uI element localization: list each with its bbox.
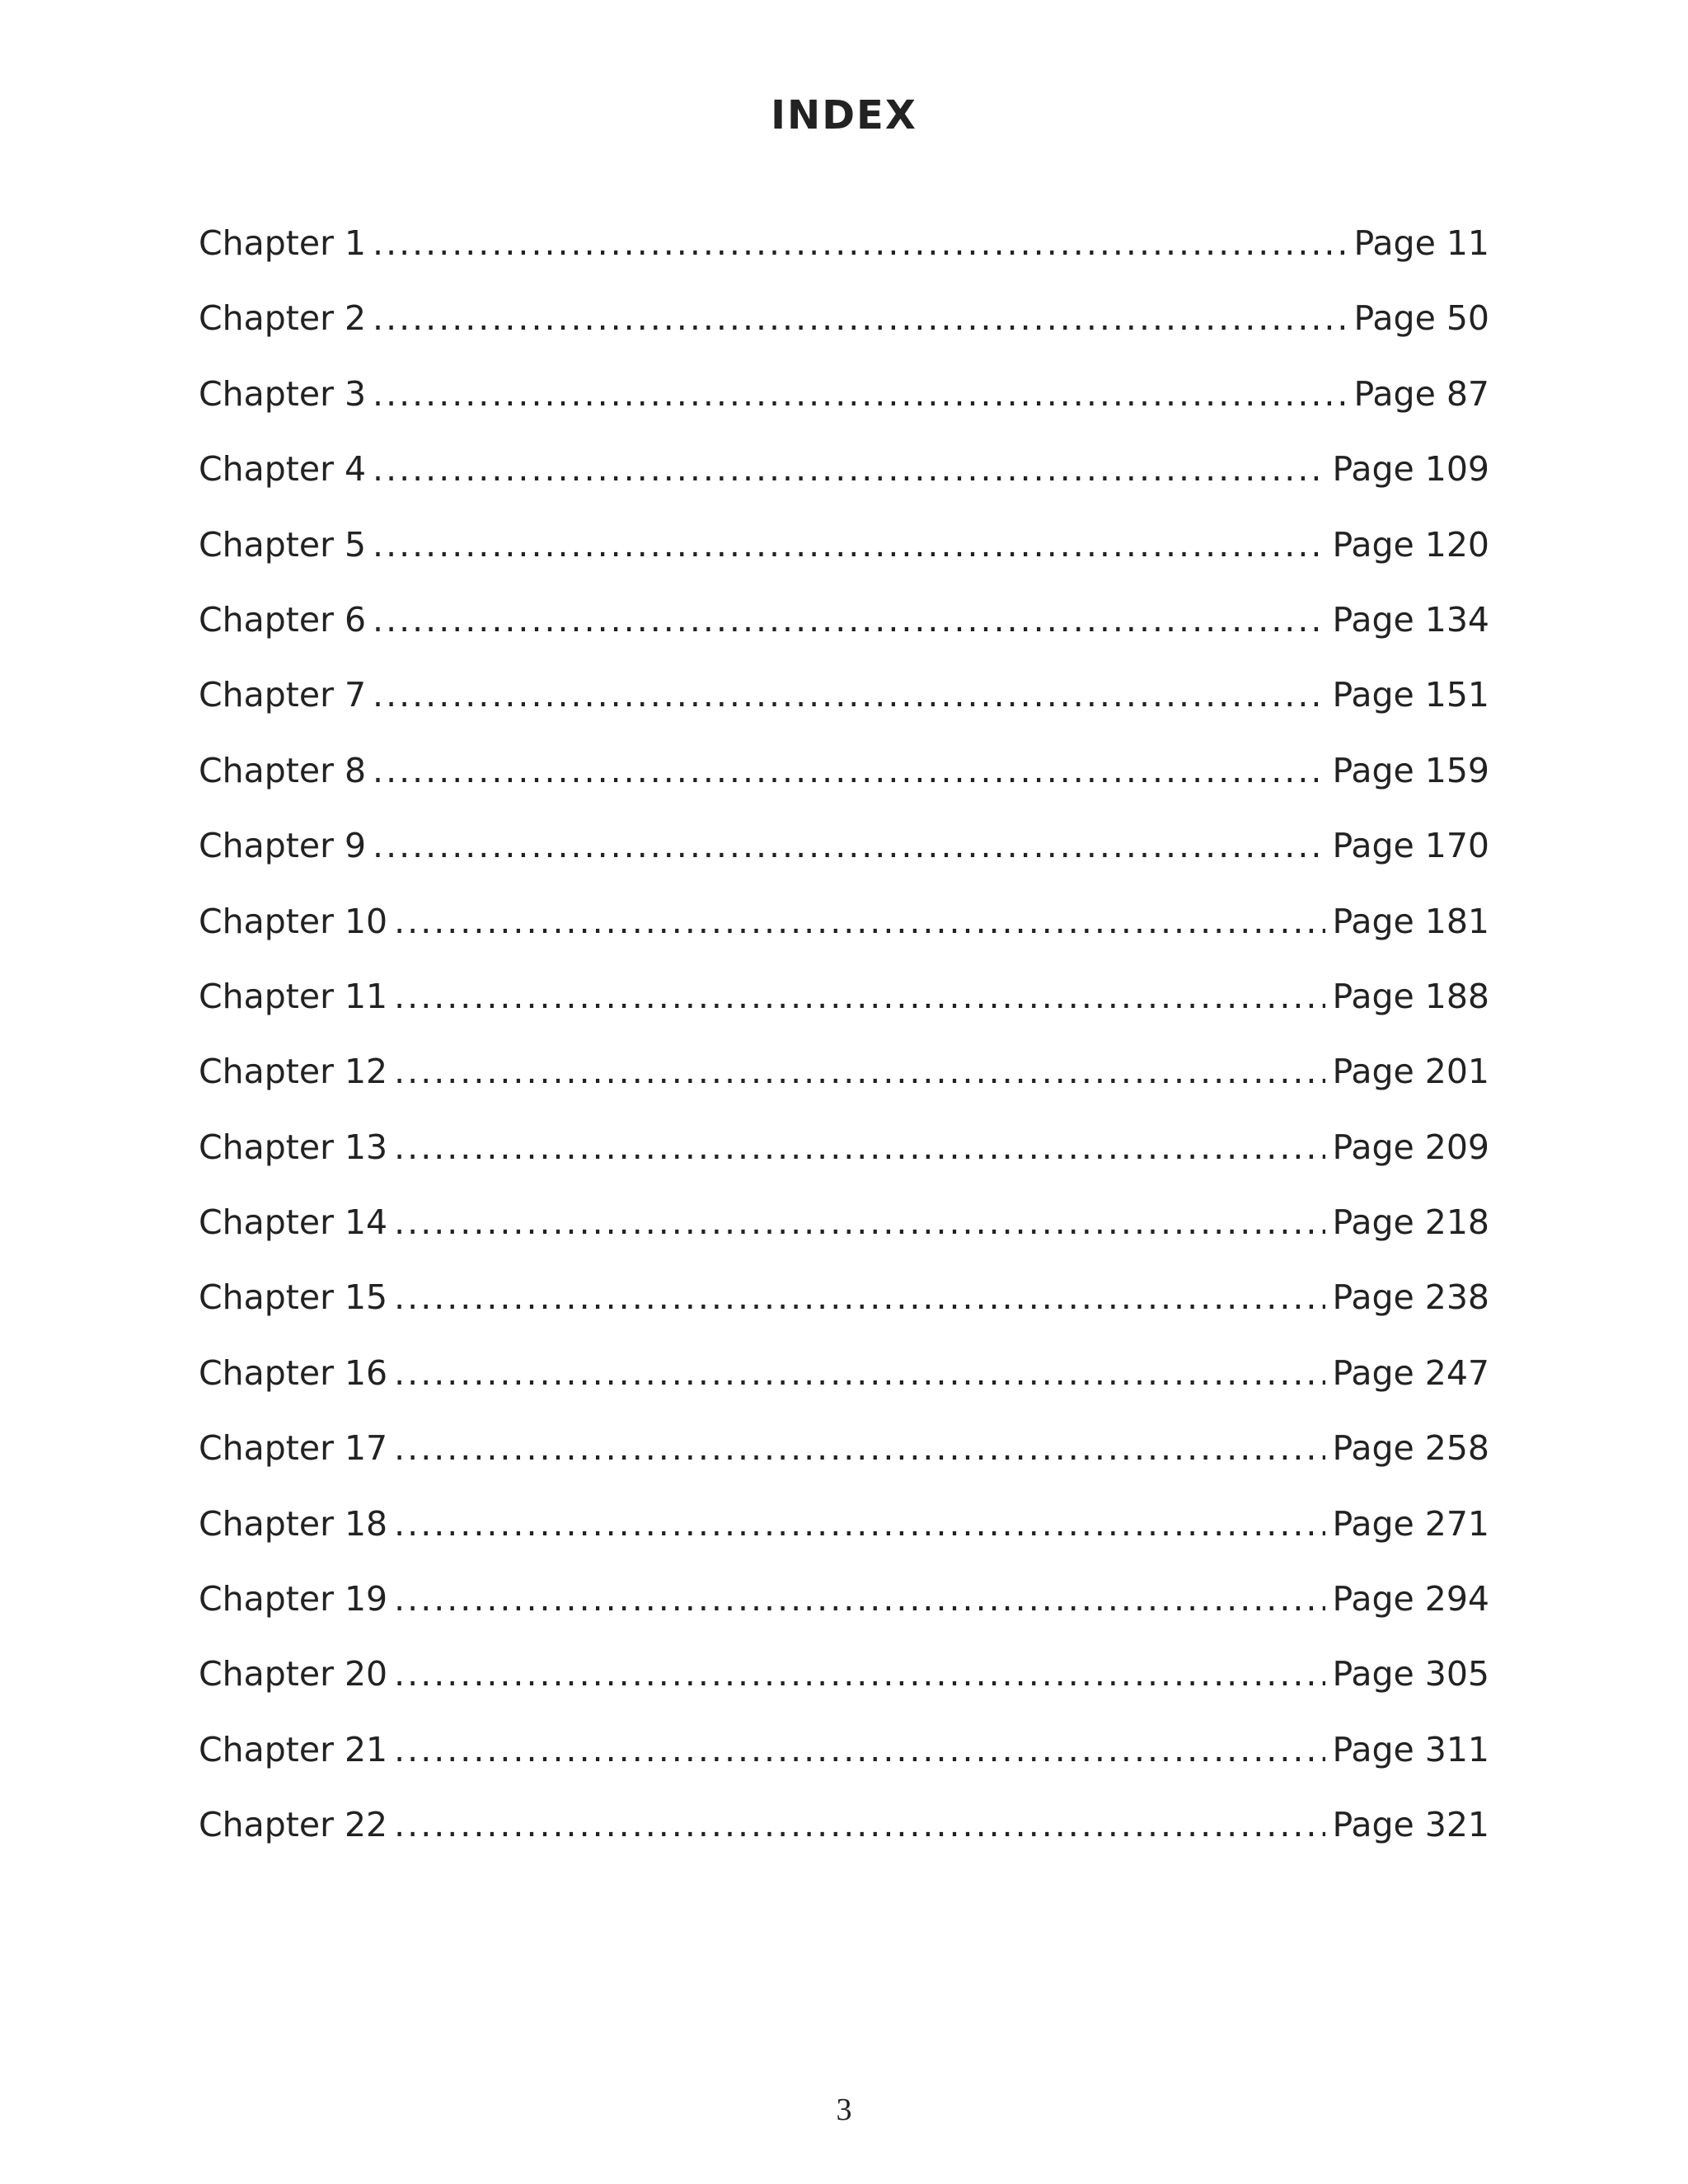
toc-chapter-label: Chapter 22: [199, 1805, 388, 1845]
toc-chapter-label: Chapter 21: [199, 1729, 388, 1769]
toc-dot-leader: [394, 1122, 1325, 1172]
toc-entry: [199, 1649, 1489, 1724]
toc-chapter-label: Chapter 20: [199, 1654, 388, 1694]
toc-dot-leader: [373, 746, 1325, 795]
toc-chapter-label: Chapter 3: [199, 373, 367, 414]
toc-page-number: Page 258: [1332, 1428, 1489, 1469]
toc-chapter-label: Chapter 9: [199, 826, 367, 866]
toc-chapter-label: Chapter 8: [199, 750, 367, 790]
toc-page-number: Page 87: [1353, 373, 1489, 414]
toc-chapter-label: Chapter 18: [199, 1503, 388, 1544]
toc-dot-leader: [394, 1423, 1325, 1473]
toc-page-number: Page 305: [1332, 1654, 1489, 1694]
toc-dot-leader: [394, 1272, 1325, 1322]
toc-page-number: Page 218: [1332, 1202, 1489, 1243]
toc-entry: [199, 218, 1489, 293]
toc-chapter-label: Chapter 4: [199, 449, 367, 490]
toc-dot-leader: [394, 1499, 1325, 1549]
toc-entry: [199, 821, 1489, 896]
table-of-contents: [199, 218, 1489, 1876]
toc-chapter-label: Chapter 12: [199, 1052, 388, 1092]
toc-entry: [199, 444, 1489, 519]
toc-page-number: Page 321: [1332, 1805, 1489, 1845]
toc-chapter-label: Chapter 10: [199, 901, 388, 941]
toc-dot-leader: [373, 218, 1347, 268]
toc-entry: [199, 972, 1489, 1047]
toc-entry: [199, 293, 1489, 368]
toc-chapter-label: Chapter 13: [199, 1127, 388, 1167]
toc-chapter-label: Chapter 17: [199, 1428, 388, 1469]
toc-entry: [199, 1197, 1489, 1272]
toc-entry: [199, 1047, 1489, 1122]
toc-entry: [199, 1574, 1489, 1649]
toc-page-number: Page 311: [1332, 1729, 1489, 1769]
toc-page-number: Page 11: [1353, 223, 1489, 263]
toc-dot-leader: [394, 1348, 1325, 1398]
toc-dot-leader: [373, 821, 1325, 870]
toc-dot-leader: [394, 1574, 1325, 1624]
toc-dot-leader: [394, 1800, 1325, 1849]
toc-chapter-label: Chapter 11: [199, 976, 388, 1016]
toc-chapter-label: Chapter 16: [199, 1352, 388, 1393]
toc-entry: [199, 520, 1489, 595]
toc-dot-leader: [373, 595, 1325, 644]
toc-dot-leader: [394, 972, 1325, 1021]
toc-chapter-label: Chapter 1: [199, 223, 367, 263]
toc-dot-leader: [373, 293, 1347, 343]
toc-entry: [199, 1272, 1489, 1347]
toc-entry: [199, 1725, 1489, 1800]
toc-page-number: Page 109: [1332, 449, 1489, 490]
toc-page-number: Page 247: [1332, 1352, 1489, 1393]
toc-chapter-label: Chapter 5: [199, 524, 367, 565]
toc-page-number: Page 159: [1332, 750, 1489, 790]
toc-entry: [199, 1122, 1489, 1197]
toc-dot-leader: [394, 1649, 1325, 1699]
toc-dot-leader: [373, 520, 1325, 569]
toc-chapter-label: Chapter 7: [199, 675, 367, 715]
toc-dot-leader: [373, 670, 1325, 719]
toc-page-number: Page 120: [1332, 524, 1489, 565]
toc-page-number: Page 151: [1332, 675, 1489, 715]
toc-entry: [199, 595, 1489, 670]
toc-page-number: Page 50: [1353, 298, 1489, 339]
toc-entry: [199, 1800, 1489, 1875]
toc-chapter-label: Chapter 15: [199, 1277, 388, 1318]
toc-page-number: Page 238: [1332, 1277, 1489, 1318]
toc-entry: [199, 897, 1489, 972]
toc-entry: [199, 1499, 1489, 1574]
toc-chapter-label: Chapter 6: [199, 599, 367, 640]
toc-entry: [199, 1348, 1489, 1423]
toc-chapter-label: Chapter 2: [199, 298, 367, 339]
toc-page-number: Page 134: [1332, 599, 1489, 640]
toc-dot-leader: [373, 369, 1347, 419]
toc-entry: [199, 1423, 1489, 1498]
toc-page-number: Page 188: [1332, 976, 1489, 1016]
toc-dot-leader: [373, 444, 1325, 494]
toc-chapter-label: Chapter 14: [199, 1202, 388, 1243]
page-number: 3: [836, 2093, 852, 2127]
toc-entry: [199, 670, 1489, 745]
toc-page-number: Page 170: [1332, 826, 1489, 866]
toc-dot-leader: [394, 1197, 1325, 1247]
toc-chapter-label: Chapter 19: [199, 1579, 388, 1619]
toc-dot-leader: [394, 1725, 1325, 1774]
toc-page-number: Page 294: [1332, 1579, 1489, 1619]
toc-page-number: Page 181: [1332, 901, 1489, 941]
toc-dot-leader: [394, 897, 1325, 946]
index-title: INDEX: [771, 92, 917, 138]
toc-page-number: Page 271: [1332, 1503, 1489, 1544]
toc-dot-leader: [394, 1047, 1325, 1096]
toc-page-number: Page 201: [1332, 1052, 1489, 1092]
toc-page-number: Page 209: [1332, 1127, 1489, 1167]
toc-entry: [199, 746, 1489, 821]
toc-entry: [199, 369, 1489, 444]
